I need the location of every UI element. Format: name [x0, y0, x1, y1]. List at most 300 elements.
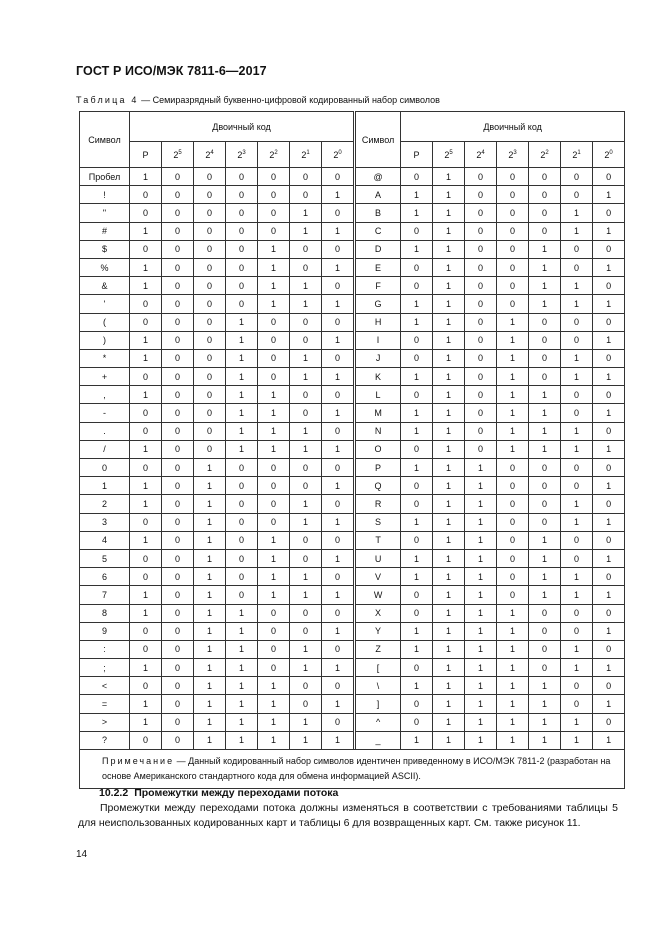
bit-cell-right: 1 [433, 222, 465, 240]
bit-cell-left: 0 [226, 186, 258, 204]
bit-cell-right: 1 [593, 295, 625, 313]
table-row [80, 186, 625, 204]
bit-cell-right: 0 [593, 313, 625, 331]
bit-cell-right: 0 [561, 258, 593, 276]
bit-cell-right: 0 [593, 459, 625, 477]
table-row [80, 677, 625, 695]
bit-cell-right: 0 [529, 640, 561, 658]
bit-cell-left: 1 [226, 422, 258, 440]
bit-cell-left: 0 [194, 368, 226, 386]
bit-cell-left: 0 [162, 277, 194, 295]
bit-cell-right: 0 [465, 313, 497, 331]
bit-cell-right: 1 [561, 568, 593, 586]
symbol-cell-left: 4 [80, 531, 130, 549]
bit-cell-left: 0 [226, 168, 258, 186]
bit-cell-left: 0 [162, 531, 194, 549]
symbol-cell-right: _ [356, 731, 401, 749]
bit-cell-right: 0 [529, 168, 561, 186]
bit-cell-right: 1 [401, 295, 433, 313]
bit-cell-right: 1 [529, 258, 561, 276]
bit-cell-right: 1 [465, 713, 497, 731]
bit-cell-right: 1 [433, 531, 465, 549]
bit-cell-left: 0 [194, 422, 226, 440]
symbol-column-header-right: Символ [356, 112, 401, 168]
bit-cell-left: 1 [322, 404, 354, 422]
bit-header-base: 2 [301, 149, 307, 160]
bit-cell-left: 1 [258, 677, 290, 695]
bit-cell-left: 0 [258, 186, 290, 204]
bit-cell-left: 1 [290, 349, 322, 367]
bit-cell-right: 0 [465, 277, 497, 295]
bit-cell-left: 0 [290, 404, 322, 422]
symbol-cell-left: Пробел [80, 168, 130, 186]
symbol-cell-left: & [80, 277, 130, 295]
bit-cell-left: 0 [130, 240, 162, 258]
bit-cell-left: 1 [226, 349, 258, 367]
bit-header-exponent: 5 [178, 149, 182, 156]
bit-cell-right: 0 [593, 495, 625, 513]
bit-cell-right: 1 [529, 277, 561, 295]
bit-cell-right: 1 [593, 695, 625, 713]
bit-cell-left: 1 [194, 513, 226, 531]
bit-cell-right: 0 [561, 186, 593, 204]
bit-cell-right: 0 [593, 568, 625, 586]
binary-code-header-right: Двоичный код [401, 112, 625, 142]
bit-cell-right: 0 [561, 477, 593, 495]
bit-cell-right: 1 [433, 695, 465, 713]
section-paragraph: Промежутки между переходами потока должны изменяться в соответствии с требованиями таблицы 5 для неиспользованных кодированных карт и таблицы 6 для возвращенных карт. См. также рисунок 11. [78, 802, 618, 829]
bit-cell-left: 0 [322, 531, 354, 549]
bit-cell-left: 1 [130, 331, 162, 349]
table-row [80, 368, 625, 386]
bit-cell-right: 1 [529, 695, 561, 713]
table-row [80, 240, 625, 258]
bit-cell-left: 0 [162, 622, 194, 640]
bit-cell-right: 1 [433, 404, 465, 422]
bit-header-base: P [142, 149, 149, 160]
bit-header-left [226, 142, 258, 168]
table-row [80, 204, 625, 222]
bit-cell-right: 1 [433, 313, 465, 331]
bit-header-base: 2 [476, 149, 482, 160]
bit-cell-right: 0 [529, 459, 561, 477]
bit-cell-right: 0 [593, 640, 625, 658]
symbol-cell-right: D [356, 240, 401, 258]
symbol-cell-right: I [356, 331, 401, 349]
bit-cell-left: 0 [322, 495, 354, 513]
symbol-cell-left: % [80, 258, 130, 276]
bit-header-right [401, 142, 433, 168]
symbol-cell-right: ] [356, 695, 401, 713]
bit-cell-left: 0 [258, 513, 290, 531]
bit-cell-left: 1 [130, 713, 162, 731]
symbol-cell-left: ( [80, 313, 130, 331]
table-row [80, 640, 625, 658]
bit-cell-left: 1 [130, 440, 162, 458]
bit-cell-left: 1 [194, 549, 226, 567]
table-caption [76, 95, 440, 105]
bit-cell-right: 1 [561, 422, 593, 440]
bit-cell-left: 1 [290, 713, 322, 731]
bit-cell-left: 1 [194, 640, 226, 658]
bit-cell-right: 0 [593, 604, 625, 622]
bit-cell-left: 0 [322, 568, 354, 586]
bit-cell-right: 0 [529, 313, 561, 331]
bit-cell-left: 0 [194, 186, 226, 204]
table-row [80, 622, 625, 640]
bit-cell-left: 0 [258, 604, 290, 622]
bit-header-base: 2 [572, 149, 578, 160]
bit-cell-right: 1 [529, 677, 561, 695]
bit-cell-left: 0 [130, 186, 162, 204]
table-caption-label: Таблица 4 [76, 95, 139, 105]
bit-header-base: 2 [444, 149, 450, 160]
symbol-cell-right: @ [356, 168, 401, 186]
bit-cell-right: 1 [433, 659, 465, 677]
bit-cell-right: 0 [401, 440, 433, 458]
bit-cell-left: 0 [322, 422, 354, 440]
bit-cell-right: 0 [561, 386, 593, 404]
bit-cell-right: 1 [561, 640, 593, 658]
symbol-cell-right: J [356, 349, 401, 367]
bit-cell-right: 0 [497, 222, 529, 240]
bit-cell-left: 1 [194, 586, 226, 604]
symbol-cell-right: P [356, 459, 401, 477]
symbol-cell-left: < [80, 677, 130, 695]
bit-cell-right: 1 [561, 295, 593, 313]
bit-cell-right: 1 [433, 386, 465, 404]
bit-cell-right: 1 [497, 604, 529, 622]
bit-cell-left: 0 [226, 477, 258, 495]
bit-cell-right: 1 [433, 713, 465, 731]
bit-cell-right: 1 [401, 640, 433, 658]
bit-cell-right: 1 [433, 368, 465, 386]
bit-cell-left: 0 [130, 404, 162, 422]
symbol-cell-left: ' [80, 295, 130, 313]
bit-cell-right: 1 [529, 713, 561, 731]
bit-cell-right: 0 [561, 604, 593, 622]
bit-cell-left: 0 [322, 677, 354, 695]
bit-cell-left: 1 [322, 659, 354, 677]
bit-cell-right: 1 [433, 258, 465, 276]
bit-header-base: 2 [333, 149, 339, 160]
bit-cell-right: 0 [593, 240, 625, 258]
bit-cell-right: 1 [593, 368, 625, 386]
bit-cell-left: 1 [226, 368, 258, 386]
bit-cell-left: 1 [130, 349, 162, 367]
bit-cell-left: 0 [162, 513, 194, 531]
bit-cell-right: 1 [529, 295, 561, 313]
section-title: Промежутки между переходами потока [134, 787, 339, 799]
bit-cell-left: 0 [162, 568, 194, 586]
bit-cell-left: 0 [258, 168, 290, 186]
bit-cell-left: 0 [290, 386, 322, 404]
bit-cell-right: 0 [529, 349, 561, 367]
bit-cell-left: 0 [162, 695, 194, 713]
bit-cell-right: 0 [497, 168, 529, 186]
bit-cell-left: 1 [130, 386, 162, 404]
bit-cell-right: 0 [497, 258, 529, 276]
bit-cell-right: 0 [497, 240, 529, 258]
bit-cell-left: 0 [162, 659, 194, 677]
table-row [80, 295, 625, 313]
bit-cell-left: 1 [290, 495, 322, 513]
symbol-cell-left: 2 [80, 495, 130, 513]
bit-cell-right: 0 [465, 258, 497, 276]
symbol-cell-right: F [356, 277, 401, 295]
symbol-cell-right: V [356, 568, 401, 586]
bit-cell-left: 0 [226, 586, 258, 604]
bit-cell-left: 0 [258, 622, 290, 640]
bit-cell-left: 1 [322, 477, 354, 495]
bit-cell-left: 1 [130, 258, 162, 276]
bit-cell-right: 1 [561, 204, 593, 222]
symbol-cell-right: T [356, 531, 401, 549]
bit-cell-left: 1 [258, 440, 290, 458]
table-row [80, 477, 625, 495]
bit-cell-right: 0 [401, 495, 433, 513]
bit-cell-left: 0 [162, 204, 194, 222]
table-row [80, 331, 625, 349]
bit-cell-left: 0 [162, 549, 194, 567]
bit-cell-left: 1 [322, 586, 354, 604]
bit-cell-left: 1 [258, 277, 290, 295]
bit-cell-right: 0 [561, 313, 593, 331]
symbol-cell-left: 6 [80, 568, 130, 586]
table-row [80, 731, 625, 749]
bit-cell-right: 1 [433, 204, 465, 222]
bit-cell-right: 1 [561, 495, 593, 513]
bit-cell-right: 0 [401, 222, 433, 240]
bit-cell-left: 0 [162, 168, 194, 186]
bit-cell-right: 0 [529, 477, 561, 495]
bit-cell-left: 1 [258, 568, 290, 586]
bit-cell-right: 1 [433, 622, 465, 640]
bit-cell-left: 1 [194, 659, 226, 677]
bit-cell-left: 0 [162, 331, 194, 349]
bit-cell-right: 0 [561, 622, 593, 640]
bit-cell-left: 0 [290, 186, 322, 204]
bit-cell-right: 1 [529, 568, 561, 586]
symbol-cell-left: # [80, 222, 130, 240]
bit-cell-left: 1 [290, 368, 322, 386]
table-caption-text: — Семиразрядный буквенно-цифровой кодированный набор символов [138, 95, 440, 105]
symbol-column-header-left: Символ [80, 112, 130, 168]
bit-cell-left: 1 [290, 440, 322, 458]
bit-header-exponent: 5 [449, 149, 453, 156]
bit-cell-left: 0 [226, 568, 258, 586]
bit-cell-left: 0 [322, 640, 354, 658]
bit-cell-left: 1 [258, 549, 290, 567]
bit-cell-left: 1 [130, 495, 162, 513]
bit-cell-right: 0 [593, 531, 625, 549]
bit-cell-left: 0 [162, 386, 194, 404]
bit-cell-left: 1 [194, 604, 226, 622]
bit-cell-left: 0 [162, 222, 194, 240]
bit-cell-right: 0 [529, 331, 561, 349]
bit-cell-left: 0 [130, 568, 162, 586]
bit-cell-right: 0 [593, 277, 625, 295]
bit-cell-right: 0 [561, 677, 593, 695]
bit-cell-left: 1 [226, 640, 258, 658]
symbol-cell-left: $ [80, 240, 130, 258]
symbol-cell-left: 0 [80, 459, 130, 477]
bit-cell-right: 0 [465, 240, 497, 258]
bit-cell-right: 1 [465, 477, 497, 495]
symbol-cell-right: B [356, 204, 401, 222]
table-row [80, 313, 625, 331]
bit-header-base: 2 [604, 149, 610, 160]
bit-cell-right: 1 [401, 677, 433, 695]
bit-cell-left: 0 [194, 204, 226, 222]
bit-cell-left: 0 [162, 440, 194, 458]
table-row [80, 422, 625, 440]
bit-cell-left: 0 [194, 349, 226, 367]
bit-header-exponent: 1 [577, 149, 581, 156]
bit-cell-right: 0 [529, 622, 561, 640]
bit-cell-left: 0 [226, 495, 258, 513]
bit-cell-left: 1 [322, 186, 354, 204]
symbol-cell-left: " [80, 204, 130, 222]
bit-cell-right: 1 [561, 659, 593, 677]
bit-cell-right: 0 [401, 386, 433, 404]
bit-cell-left: 1 [290, 586, 322, 604]
bit-cell-right: 1 [497, 731, 529, 749]
bit-cell-left: 0 [194, 313, 226, 331]
bit-cell-right: 0 [401, 531, 433, 549]
bit-header-base: 2 [540, 149, 546, 160]
bit-cell-left: 1 [322, 295, 354, 313]
bit-header-base: 2 [173, 149, 179, 160]
bit-cell-left: 1 [322, 222, 354, 240]
bit-cell-right: 0 [497, 295, 529, 313]
bit-cell-left: 0 [226, 549, 258, 567]
bit-cell-right: 1 [433, 295, 465, 313]
bit-cell-right: 0 [497, 186, 529, 204]
bit-header-exponent: 0 [609, 149, 613, 156]
bit-header-base: 2 [508, 149, 514, 160]
table-row [80, 604, 625, 622]
bit-cell-right: 0 [465, 422, 497, 440]
bit-cell-right: 1 [465, 677, 497, 695]
bit-cell-right: 1 [561, 713, 593, 731]
bit-cell-left: 1 [290, 731, 322, 749]
symbol-cell-right: Y [356, 622, 401, 640]
bit-cell-right: 1 [593, 586, 625, 604]
bit-header-base: 2 [237, 149, 243, 160]
bit-cell-right: 1 [465, 622, 497, 640]
symbol-cell-right: K [356, 368, 401, 386]
bit-cell-left: 0 [226, 258, 258, 276]
symbol-cell-left: 1 [80, 477, 130, 495]
table-note-text: — Данный кодированный набор символов идентичен приведенному в ИСО/МЭК 7811-2 (разработан на основе Американского стандартного кода для обмена информацией ASCII). [102, 756, 611, 781]
symbol-cell-right: Q [356, 477, 401, 495]
bit-cell-right: 1 [497, 422, 529, 440]
bit-cell-left: 0 [130, 549, 162, 567]
bit-cell-right: 0 [401, 659, 433, 677]
bit-cell-right: 0 [561, 168, 593, 186]
bit-cell-left: 0 [226, 513, 258, 531]
bit-cell-left: 0 [226, 277, 258, 295]
table-row [80, 440, 625, 458]
bit-cell-left: 0 [290, 531, 322, 549]
bit-cell-left: 0 [130, 313, 162, 331]
bit-header-exponent: 2 [274, 149, 278, 156]
symbol-cell-left: ! [80, 186, 130, 204]
bit-cell-left: 1 [194, 695, 226, 713]
bit-cell-left: 1 [258, 386, 290, 404]
bit-cell-right: 0 [465, 186, 497, 204]
bit-cell-left: 0 [162, 604, 194, 622]
bit-cell-left: 1 [194, 459, 226, 477]
bit-cell-left: 1 [322, 513, 354, 531]
bit-cell-left: 0 [290, 695, 322, 713]
bit-cell-right: 1 [529, 531, 561, 549]
bit-cell-left: 1 [322, 695, 354, 713]
table-row [80, 349, 625, 367]
bit-header-right [561, 142, 593, 168]
bit-cell-right: 1 [465, 568, 497, 586]
bit-cell-right: 0 [401, 586, 433, 604]
bit-cell-left: 0 [290, 604, 322, 622]
page-number: 14 [76, 849, 88, 860]
bit-header-exponent: 4 [210, 149, 214, 156]
symbol-cell-left: : [80, 640, 130, 658]
bit-cell-right: 0 [497, 495, 529, 513]
symbol-cell-right: H [356, 313, 401, 331]
bit-cell-right: 1 [497, 622, 529, 640]
bit-cell-left: 0 [162, 313, 194, 331]
table-note-row [80, 750, 625, 789]
bit-cell-right: 1 [433, 277, 465, 295]
bit-cell-right: 1 [401, 186, 433, 204]
symbol-cell-left: . [80, 422, 130, 440]
bit-cell-right: 1 [497, 313, 529, 331]
bit-cell-left: 1 [226, 713, 258, 731]
bit-cell-right: 0 [401, 713, 433, 731]
bit-cell-left: 1 [290, 222, 322, 240]
bit-cell-right: 1 [497, 677, 529, 695]
bit-cell-right: 1 [433, 604, 465, 622]
symbol-cell-left: + [80, 368, 130, 386]
bit-cell-left: 0 [322, 713, 354, 731]
bit-cell-right: 1 [401, 731, 433, 749]
bit-cell-left: 1 [226, 731, 258, 749]
bit-cell-right: 0 [401, 168, 433, 186]
bit-cell-right: 1 [561, 586, 593, 604]
bit-cell-right: 1 [465, 549, 497, 567]
bit-cell-right: 0 [561, 240, 593, 258]
table-row [80, 168, 625, 186]
symbol-cell-left: ; [80, 659, 130, 677]
bit-cell-right: 0 [593, 422, 625, 440]
bit-cell-right: 1 [561, 349, 593, 367]
bit-header-right [593, 142, 625, 168]
bit-cell-left: 1 [226, 331, 258, 349]
bit-cell-right: 1 [433, 477, 465, 495]
bit-cell-left: 1 [290, 659, 322, 677]
bit-cell-right: 1 [401, 313, 433, 331]
bit-cell-right: 1 [401, 404, 433, 422]
bit-cell-left: 1 [226, 313, 258, 331]
bit-cell-left: 1 [290, 422, 322, 440]
bit-cell-right: 0 [401, 258, 433, 276]
bit-cell-left: 0 [194, 295, 226, 313]
bit-cell-right: 1 [433, 240, 465, 258]
bit-cell-left: 0 [130, 640, 162, 658]
bit-cell-left: 0 [290, 477, 322, 495]
bit-cell-right: 1 [433, 349, 465, 367]
